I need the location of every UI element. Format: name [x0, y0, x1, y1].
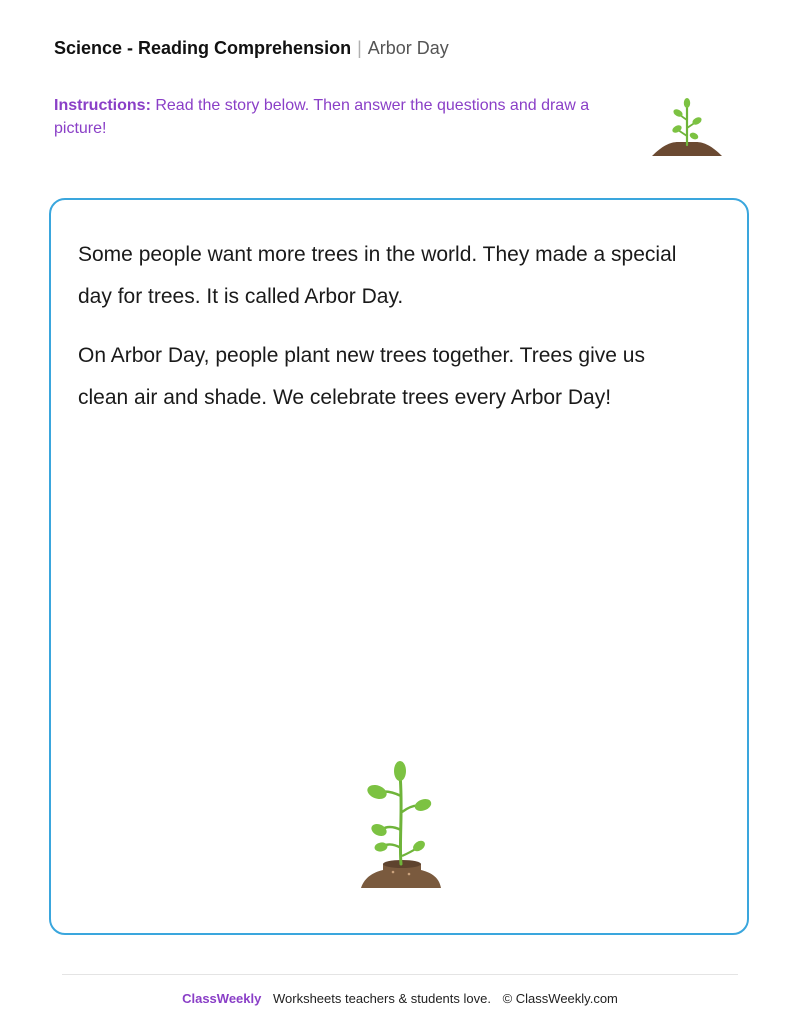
instructions: [54, 94, 614, 140]
footer-copyright: © ClassWeekly.com: [502, 991, 618, 1006]
story-paragraph-2: On Arbor Day, people plant new trees together. Trees give us clean air and shade. We celebrate trees every Arbor Day!: [78, 344, 645, 409]
story-paragraph-1: Some people want more trees in the world. They made a special day for trees. It is called Arbor Day.: [78, 243, 677, 308]
topic-title: Arbor Day: [367, 38, 449, 58]
sprout-icon: [648, 96, 726, 160]
header-separator: |: [357, 38, 362, 58]
worksheet-header: [54, 37, 449, 59]
footer: [0, 990, 800, 1008]
seedling-icon: [359, 760, 443, 895]
story-box: [49, 198, 749, 935]
subject-title: Science - Reading Comprehension: [54, 38, 352, 58]
footer-divider: [62, 974, 738, 975]
footer-tagline: Worksheets teachers & students love.: [272, 991, 491, 1006]
footer-brand: ClassWeekly: [182, 991, 262, 1006]
instructions-text: Read the story below. Then answer the questions and draw a picture!: [54, 97, 590, 137]
instructions-label: Instructions:: [54, 97, 151, 114]
story-text: [78, 234, 678, 436]
